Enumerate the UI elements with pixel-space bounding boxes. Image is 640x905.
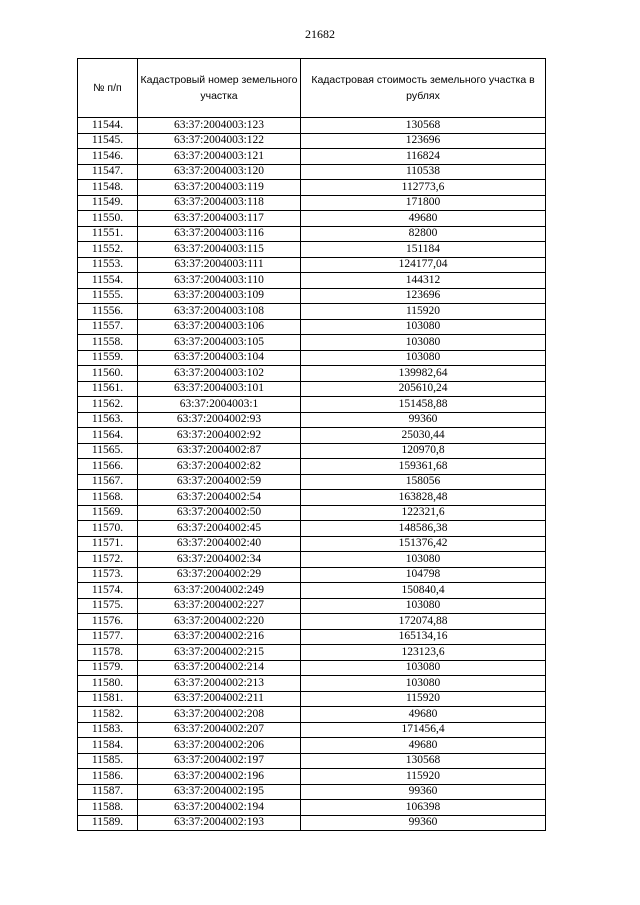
cell-cadastral-number: 63:37:2004003:117	[138, 211, 301, 227]
cell-cadastral-value: 103080	[301, 552, 546, 568]
cell-cadastral-value: 106398	[301, 800, 546, 816]
cell-cadastral-number: 63:37:2004002:206	[138, 738, 301, 754]
cell-row-number: 11576.	[78, 614, 138, 630]
table-row	[78, 521, 546, 537]
cell-cadastral-value: 104798	[301, 567, 546, 583]
header-cadastral-value: Кадастровая стоимость земельного участка в рублях	[301, 59, 546, 118]
cell-cadastral-value: 49680	[301, 707, 546, 723]
cell-cadastral-number: 63:37:2004003:110	[138, 273, 301, 289]
table-row	[78, 645, 546, 661]
cell-cadastral-number: 63:37:2004002:214	[138, 660, 301, 676]
cell-cadastral-value: 165134,16	[301, 629, 546, 645]
cell-row-number: 11581.	[78, 691, 138, 707]
cell-row-number: 11556.	[78, 304, 138, 320]
cell-cadastral-value: 124177,04	[301, 257, 546, 273]
cell-row-number: 11560.	[78, 366, 138, 382]
cell-cadastral-number: 63:37:2004002:50	[138, 505, 301, 521]
table-row	[78, 226, 546, 242]
table-row	[78, 598, 546, 614]
cell-row-number: 11580.	[78, 676, 138, 692]
cell-row-number: 11570.	[78, 521, 138, 537]
table-row	[78, 118, 546, 134]
cell-cadastral-number: 63:37:2004002:249	[138, 583, 301, 599]
table-row	[78, 149, 546, 165]
cell-row-number: 11586.	[78, 769, 138, 785]
cell-row-number: 11552.	[78, 242, 138, 258]
cell-cadastral-value: 120970,8	[301, 443, 546, 459]
cell-row-number: 11588.	[78, 800, 138, 816]
cell-row-number: 11584.	[78, 738, 138, 754]
cell-row-number: 11571.	[78, 536, 138, 552]
cell-cadastral-number: 63:37:2004003:108	[138, 304, 301, 320]
cell-cadastral-number: 63:37:2004003:106	[138, 319, 301, 335]
cell-cadastral-value: 171456,4	[301, 722, 546, 738]
cell-cadastral-number: 63:37:2004002:220	[138, 614, 301, 630]
cell-cadastral-number: 63:37:2004002:193	[138, 815, 301, 831]
cell-cadastral-number: 63:37:2004003:109	[138, 288, 301, 304]
cell-row-number: 11548.	[78, 180, 138, 196]
cell-cadastral-number: 63:37:2004002:208	[138, 707, 301, 723]
cell-cadastral-number: 63:37:2004002:194	[138, 800, 301, 816]
cell-row-number: 11574.	[78, 583, 138, 599]
cell-cadastral-value: 123123,6	[301, 645, 546, 661]
table-row	[78, 567, 546, 583]
table-row	[78, 815, 546, 831]
cell-row-number: 11563.	[78, 412, 138, 428]
cell-row-number: 11558.	[78, 335, 138, 351]
table-row	[78, 397, 546, 413]
table-row	[78, 195, 546, 211]
cell-row-number: 11562.	[78, 397, 138, 413]
cell-cadastral-number: 63:37:2004002:215	[138, 645, 301, 661]
cell-row-number: 11565.	[78, 443, 138, 459]
cell-cadastral-value: 205610,24	[301, 381, 546, 397]
cell-cadastral-value: 112773,6	[301, 180, 546, 196]
table-header-row	[78, 59, 546, 118]
cell-row-number: 11583.	[78, 722, 138, 738]
cell-cadastral-number: 63:37:2004002:92	[138, 428, 301, 444]
table-row	[78, 366, 546, 382]
cell-row-number: 11575.	[78, 598, 138, 614]
table-row	[78, 335, 546, 351]
cell-cadastral-number: 63:37:2004002:196	[138, 769, 301, 785]
cell-cadastral-number: 63:37:2004002:59	[138, 474, 301, 490]
table-row	[78, 180, 546, 196]
cell-cadastral-number: 63:37:2004003:121	[138, 149, 301, 165]
cell-cadastral-value: 25030,44	[301, 428, 546, 444]
cell-cadastral-number: 63:37:2004003:116	[138, 226, 301, 242]
cell-cadastral-number: 63:37:2004003:122	[138, 133, 301, 149]
cell-row-number: 11579.	[78, 660, 138, 676]
table-row	[78, 490, 546, 506]
cell-cadastral-number: 63:37:2004003:101	[138, 381, 301, 397]
cadastral-value-table	[77, 58, 546, 831]
cell-cadastral-number: 63:37:2004002:87	[138, 443, 301, 459]
cell-cadastral-value: 116824	[301, 149, 546, 165]
cell-cadastral-number: 63:37:2004003:111	[138, 257, 301, 273]
cell-row-number: 11544.	[78, 118, 138, 134]
cell-cadastral-value: 103080	[301, 335, 546, 351]
cell-cadastral-value: 123696	[301, 133, 546, 149]
cell-row-number: 11546.	[78, 149, 138, 165]
cell-cadastral-number: 63:37:2004003:123	[138, 118, 301, 134]
table-row	[78, 691, 546, 707]
table-row	[78, 133, 546, 149]
cell-cadastral-number: 63:37:2004002:34	[138, 552, 301, 568]
table-row	[78, 583, 546, 599]
table-row	[78, 459, 546, 475]
cell-cadastral-number: 63:37:2004002:213	[138, 676, 301, 692]
cell-cadastral-value: 49680	[301, 211, 546, 227]
table-row	[78, 443, 546, 459]
cell-cadastral-value: 103080	[301, 350, 546, 366]
cell-row-number: 11550.	[78, 211, 138, 227]
table-row	[78, 753, 546, 769]
cell-cadastral-value: 151376,42	[301, 536, 546, 552]
cell-cadastral-value: 103080	[301, 598, 546, 614]
table-row	[78, 660, 546, 676]
cell-cadastral-value: 159361,68	[301, 459, 546, 475]
cell-row-number: 11582.	[78, 707, 138, 723]
cell-cadastral-number: 63:37:2004002:195	[138, 784, 301, 800]
cell-cadastral-number: 63:37:2004003:102	[138, 366, 301, 382]
table-row	[78, 164, 546, 180]
cell-cadastral-number: 63:37:2004002:211	[138, 691, 301, 707]
table-row	[78, 412, 546, 428]
cell-cadastral-value: 151184	[301, 242, 546, 258]
cell-row-number: 11553.	[78, 257, 138, 273]
cell-row-number: 11559.	[78, 350, 138, 366]
table-row	[78, 257, 546, 273]
cell-cadastral-value: 110538	[301, 164, 546, 180]
cell-cadastral-number: 63:37:2004002:207	[138, 722, 301, 738]
cell-cadastral-value: 115920	[301, 304, 546, 320]
table-row	[78, 273, 546, 289]
table-row	[78, 676, 546, 692]
cell-row-number: 11589.	[78, 815, 138, 831]
cell-cadastral-value: 163828,48	[301, 490, 546, 506]
table-row	[78, 769, 546, 785]
table-row	[78, 505, 546, 521]
cell-cadastral-value: 115920	[301, 691, 546, 707]
cell-cadastral-value: 103080	[301, 319, 546, 335]
cell-cadastral-value: 99360	[301, 784, 546, 800]
cell-cadastral-number: 63:37:2004003:118	[138, 195, 301, 211]
cell-row-number: 11547.	[78, 164, 138, 180]
cell-cadastral-value: 103080	[301, 676, 546, 692]
cell-row-number: 11587.	[78, 784, 138, 800]
table-row	[78, 428, 546, 444]
table-row	[78, 350, 546, 366]
table-row	[78, 800, 546, 816]
cell-cadastral-value: 151458,88	[301, 397, 546, 413]
cell-cadastral-value: 123696	[301, 288, 546, 304]
cell-cadastral-value: 130568	[301, 753, 546, 769]
cell-cadastral-number: 63:37:2004002:93	[138, 412, 301, 428]
cell-row-number: 11573.	[78, 567, 138, 583]
cell-cadastral-value: 144312	[301, 273, 546, 289]
cell-row-number: 11561.	[78, 381, 138, 397]
cell-cadastral-value: 103080	[301, 660, 546, 676]
cell-row-number: 11549.	[78, 195, 138, 211]
cell-cadastral-value: 115920	[301, 769, 546, 785]
cell-cadastral-number: 63:37:2004002:227	[138, 598, 301, 614]
cell-row-number: 11569.	[78, 505, 138, 521]
cell-cadastral-value: 172074,88	[301, 614, 546, 630]
cell-cadastral-number: 63:37:2004002:54	[138, 490, 301, 506]
cell-cadastral-number: 63:37:2004002:216	[138, 629, 301, 645]
cell-cadastral-value: 49680	[301, 738, 546, 754]
cell-cadastral-value: 158056	[301, 474, 546, 490]
table-row	[78, 552, 546, 568]
table-row	[78, 381, 546, 397]
cell-cadastral-value: 122321,6	[301, 505, 546, 521]
cell-cadastral-value: 130568	[301, 118, 546, 134]
cell-row-number: 11577.	[78, 629, 138, 645]
table-row	[78, 722, 546, 738]
table-body	[78, 118, 546, 831]
cell-cadastral-value: 99360	[301, 412, 546, 428]
table-row	[78, 211, 546, 227]
cell-cadastral-number: 63:37:2004002:45	[138, 521, 301, 537]
cell-cadastral-value: 150840,4	[301, 583, 546, 599]
cell-row-number: 11545.	[78, 133, 138, 149]
table-row	[78, 242, 546, 258]
page-number: 21682	[305, 27, 335, 41]
cell-row-number: 11551.	[78, 226, 138, 242]
table-row	[78, 614, 546, 630]
cell-cadastral-number: 63:37:2004002:40	[138, 536, 301, 552]
cell-cadastral-number: 63:37:2004003:119	[138, 180, 301, 196]
cell-cadastral-value: 99360	[301, 815, 546, 831]
cell-cadastral-value: 82800	[301, 226, 546, 242]
cell-cadastral-number: 63:37:2004003:105	[138, 335, 301, 351]
cell-cadastral-number: 63:37:2004003:120	[138, 164, 301, 180]
cell-cadastral-value: 148586,38	[301, 521, 546, 537]
cell-row-number: 11564.	[78, 428, 138, 444]
cell-cadastral-value: 171800	[301, 195, 546, 211]
table-row	[78, 738, 546, 754]
cell-row-number: 11572.	[78, 552, 138, 568]
table-row	[78, 288, 546, 304]
cell-row-number: 11578.	[78, 645, 138, 661]
cell-row-number: 11555.	[78, 288, 138, 304]
cell-row-number: 11554.	[78, 273, 138, 289]
cell-cadastral-number: 63:37:2004003:104	[138, 350, 301, 366]
table-row	[78, 319, 546, 335]
table-row	[78, 707, 546, 723]
cell-row-number: 11557.	[78, 319, 138, 335]
cell-cadastral-number: 63:37:2004002:29	[138, 567, 301, 583]
cell-row-number: 11568.	[78, 490, 138, 506]
table-row	[78, 304, 546, 320]
cell-cadastral-number: 63:37:2004003:115	[138, 242, 301, 258]
cell-cadastral-number: 63:37:2004002:82	[138, 459, 301, 475]
cell-cadastral-number: 63:37:2004002:197	[138, 753, 301, 769]
cell-row-number: 11567.	[78, 474, 138, 490]
table-row	[78, 629, 546, 645]
table-row	[78, 474, 546, 490]
header-row-number: № п/п	[78, 59, 138, 118]
cell-cadastral-number: 63:37:2004003:1	[138, 397, 301, 413]
header-cadastral-number: Кадастровый номер земельного участка	[138, 59, 301, 118]
table-row	[78, 536, 546, 552]
cell-cadastral-value: 139982,64	[301, 366, 546, 382]
table-row	[78, 784, 546, 800]
cell-row-number: 11585.	[78, 753, 138, 769]
cell-row-number: 11566.	[78, 459, 138, 475]
